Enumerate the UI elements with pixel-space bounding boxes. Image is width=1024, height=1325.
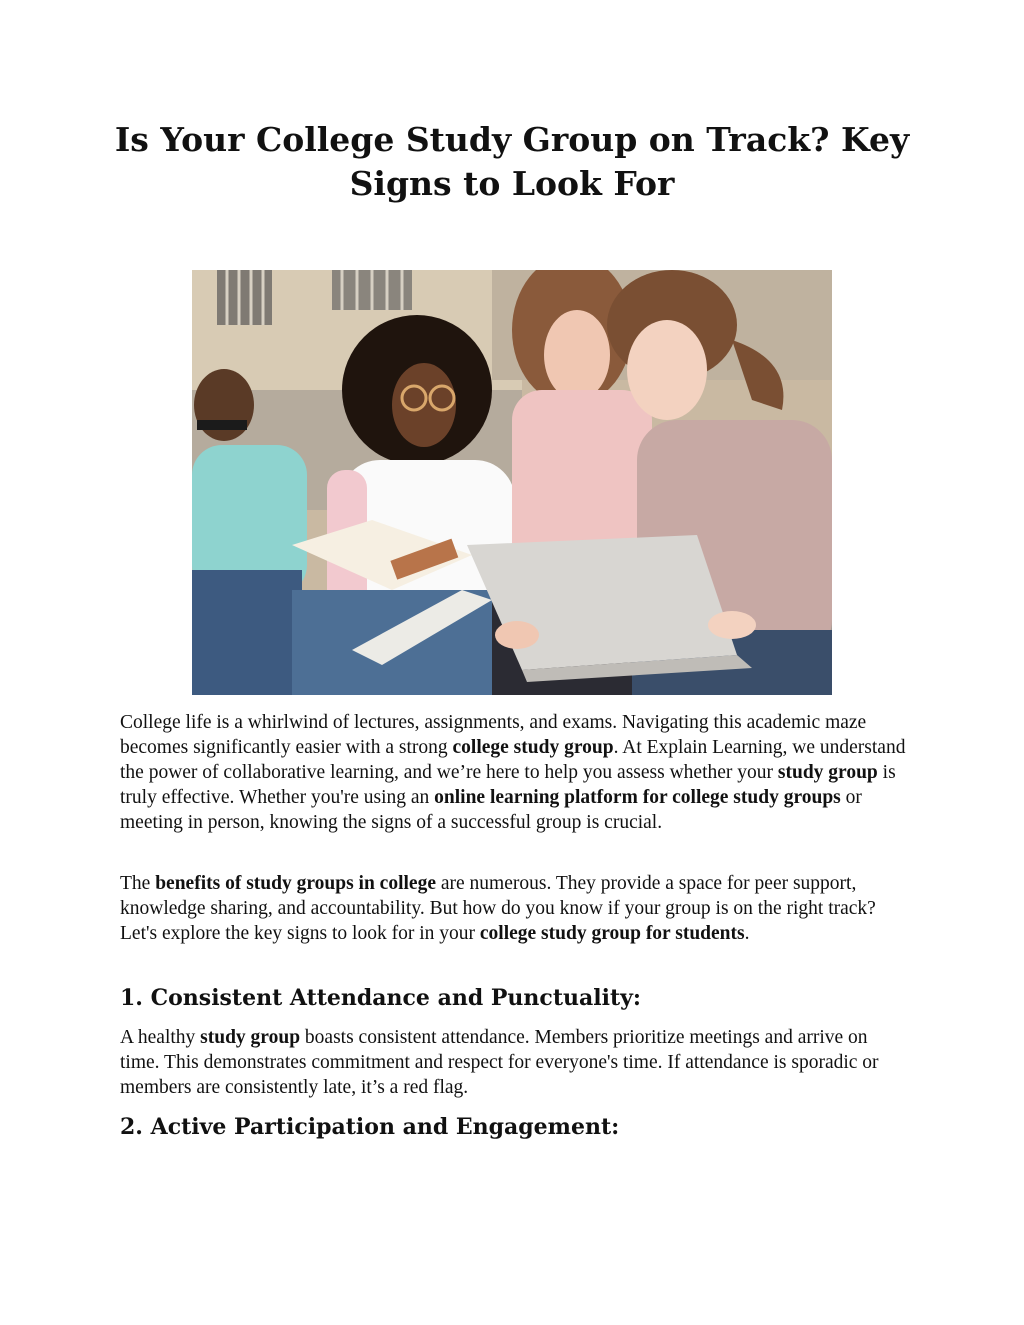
page-title: Is Your College Study Group on Track? Key Signs to Look For bbox=[114, 120, 910, 203]
text-run: A healthy bbox=[120, 1027, 201, 1048]
students-photo-icon bbox=[192, 270, 832, 695]
text-run: are numerous. They provide a space for peer support, knowledge sharing, and accountability. But how do you know if your group is on the right track? Let's explore the key signs to look for in your bbox=[120, 873, 876, 944]
intro-paragraph-2 bbox=[120, 871, 910, 946]
hero-photo bbox=[192, 270, 832, 695]
text-run: . At Explain Learning, we understand the power of collaborative learning, and we’re here to help you assess whether your bbox=[120, 737, 906, 783]
intro-paragraph-1 bbox=[120, 710, 910, 835]
text-run: The bbox=[120, 873, 156, 894]
section-heading-attendance: 1. Consistent Attendance and Punctuality: bbox=[120, 985, 642, 1011]
bold-phrase: study group bbox=[200, 1027, 301, 1048]
section-paragraph-attendance bbox=[120, 1025, 910, 1100]
bold-phrase: college study group bbox=[452, 737, 614, 758]
bold-phrase: online learning platform for college study groups bbox=[434, 787, 841, 808]
text-run: boasts consistent attendance. Members prioritize meetings and arrive on time. This demonstrates commitment and respect for everyone's time. If attendance is sporadic or members are consistently late, it’s a red flag. bbox=[120, 1027, 879, 1098]
text-run: . bbox=[744, 923, 750, 944]
text-run: is truly effective. Whether you're using an bbox=[120, 762, 896, 808]
text-run: or meeting in person, knowing the signs of a successful group is crucial. bbox=[120, 787, 862, 833]
bold-phrase: college study group for students bbox=[479, 923, 745, 944]
section-heading-participation: 2. Active Participation and Engagement: bbox=[120, 1114, 620, 1140]
bold-phrase: study group bbox=[777, 762, 878, 783]
bold-phrase: benefits of study groups in college bbox=[155, 873, 436, 894]
text-run: College life is a whirlwind of lectures, assignments, and exams. Navigating this academic maze becomes significantly easier with a strong bbox=[120, 712, 867, 758]
